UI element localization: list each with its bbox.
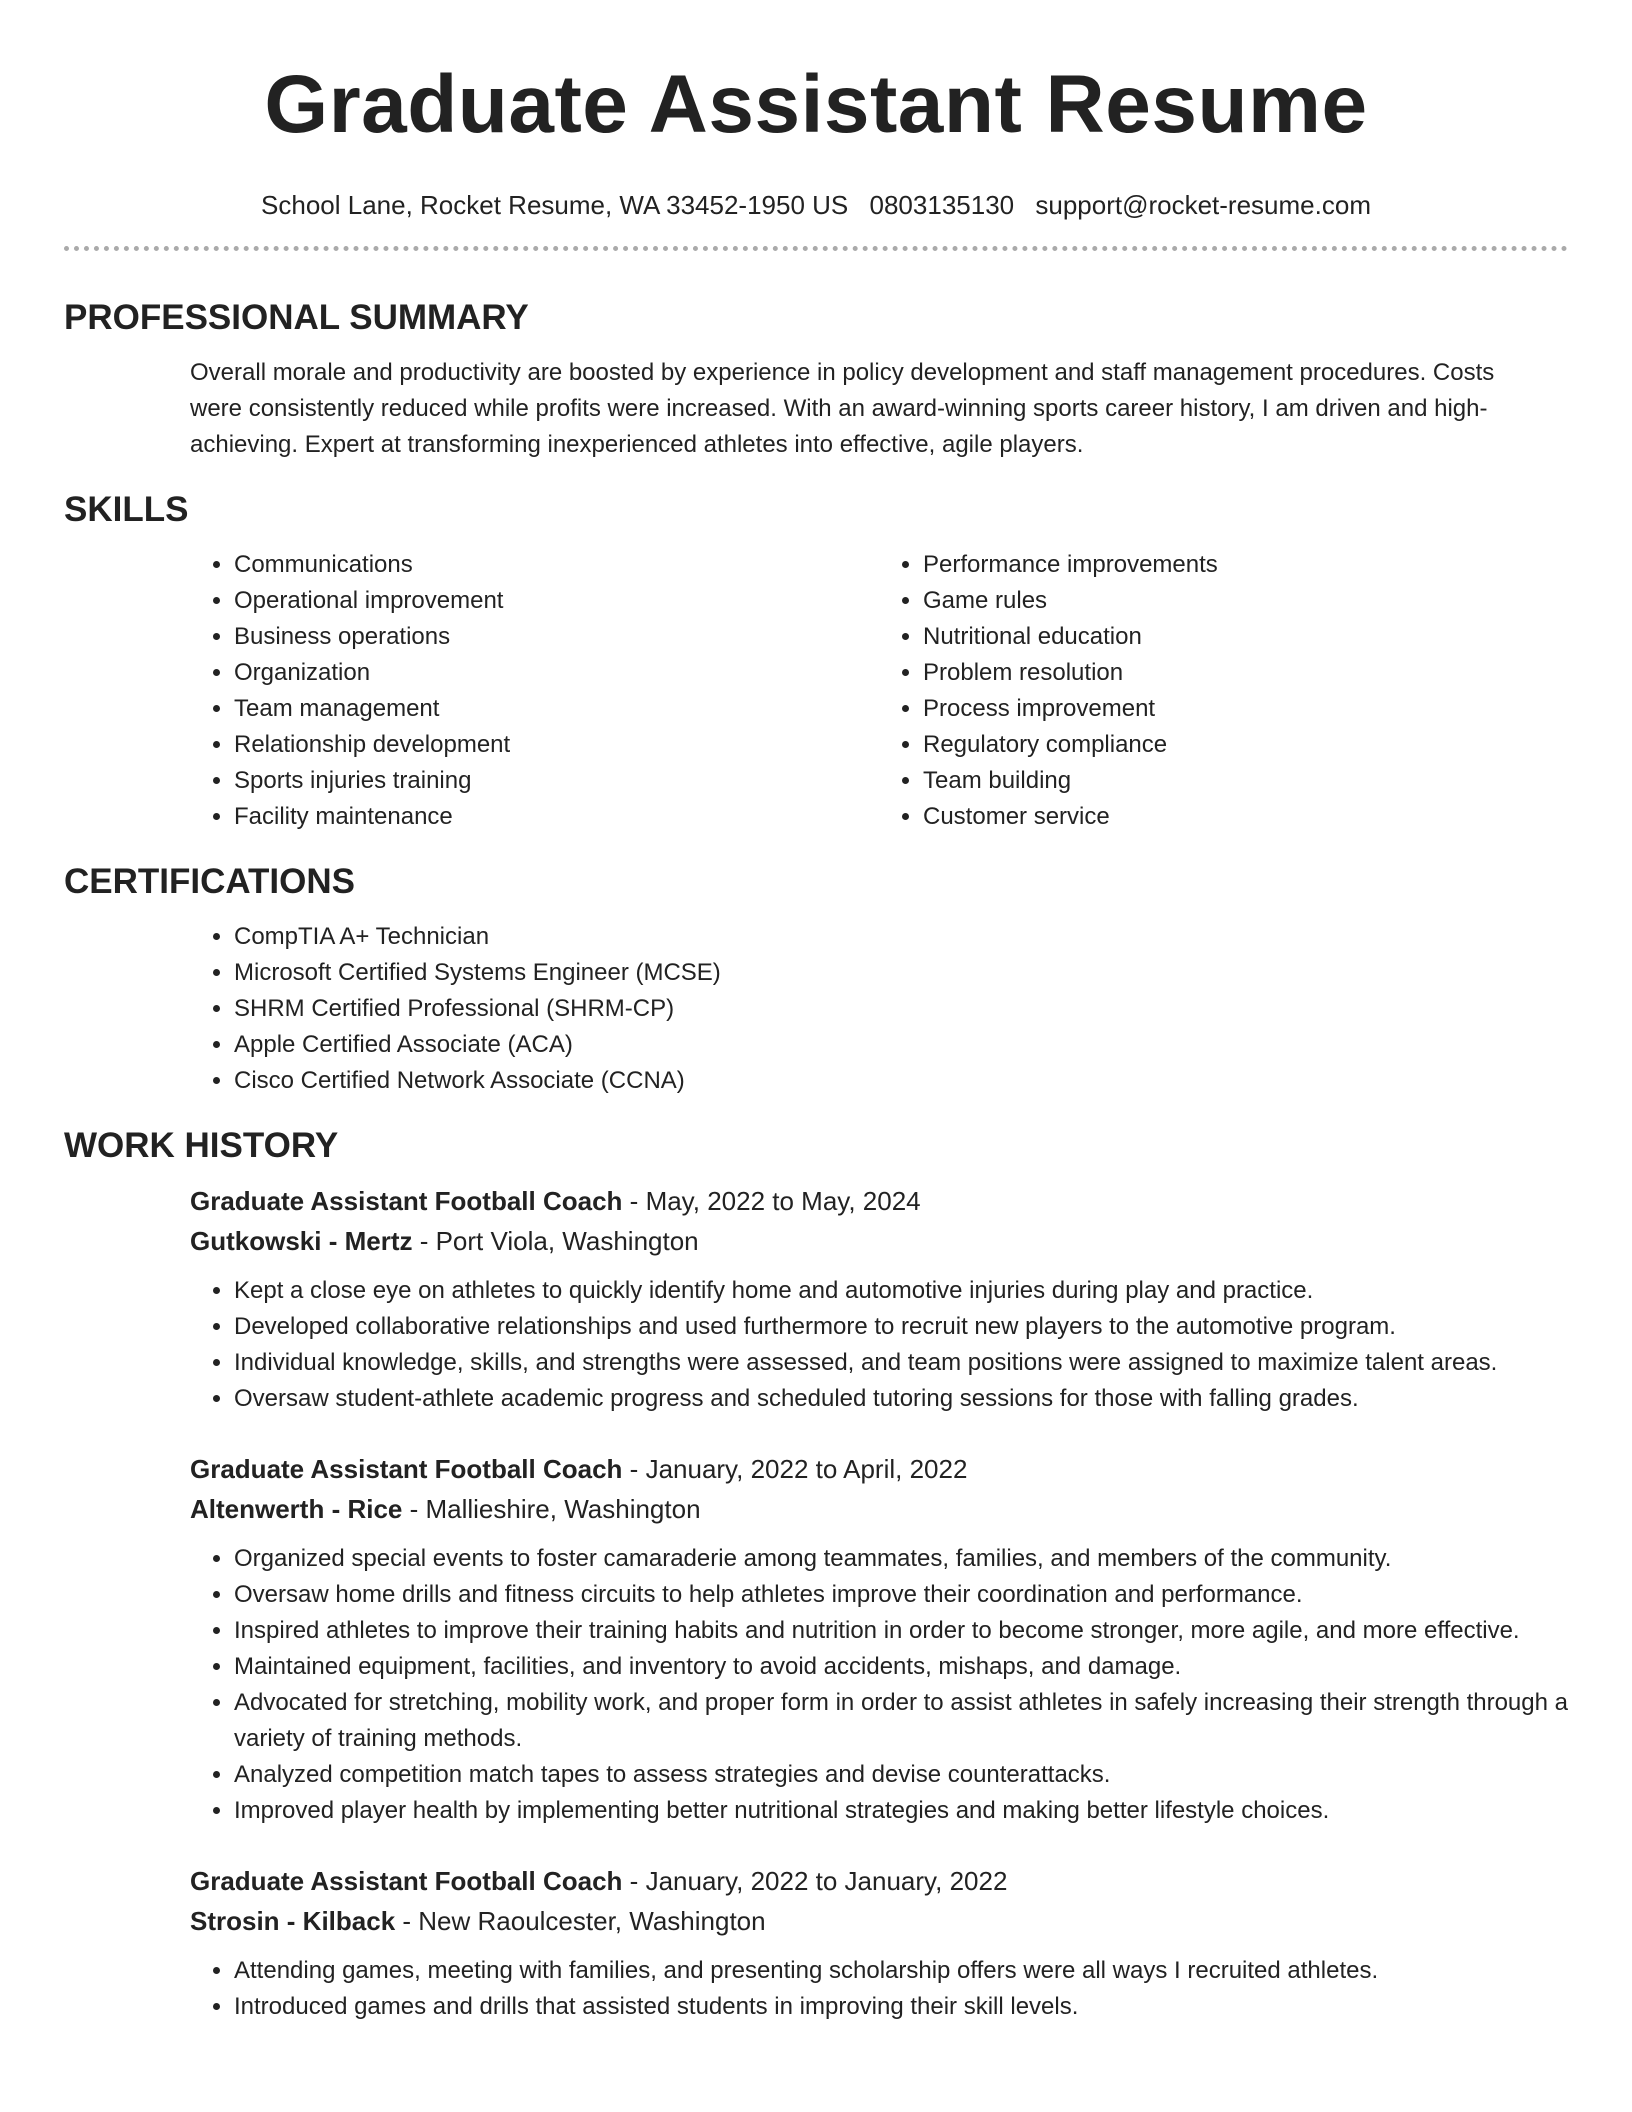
job-role: Graduate Assistant Football Coach [190,1454,623,1485]
list-item: • Oversaw student-athlete academic progress and scheduled tutoring sessions for those with falling grades. [234,1381,1568,1417]
section-title-work-history: WORK HISTORY [64,1126,339,1166]
list-item: • Problem resolution [923,655,1568,691]
job-company: Gutkowski - Mertz [190,1226,413,1257]
list-item: • Oversaw home drills and fitness circuits to help athletes improve their coordination and performance. [234,1577,1568,1613]
list-item: • Cisco Certified Network Associate (CCNA) [234,1063,1568,1099]
list-item: • Organized special events to foster camaraderie among teammates, families, and members of the community. [234,1541,1568,1577]
list-item: • Team building [923,763,1568,799]
job-entry [64,1449,1568,1829]
contact-phone: 0803135130 [869,190,1015,220]
list-item: • Developed collaborative relationships and used furthermore to recruit new players to the automotive program. [234,1309,1568,1345]
summary-block [64,355,1568,463]
list-item: • Individual knowledge, skills, and strengths were assessed, and team positions were assigned to maximize talent areas. [234,1345,1568,1381]
job-role: Graduate Assistant Football Coach [190,1186,623,1217]
header-divider [64,246,1568,251]
job-dates: January, 2022 to January, 2022 [645,1866,1008,1897]
section-title-skills: SKILLS [64,490,189,530]
skills-list-left [190,547,879,835]
job-bullets [190,1953,1568,2025]
job-bullets [190,1273,1568,1417]
contact-line [64,190,1568,221]
job-role-line: Graduate Assistant Football Coach - January, 2022 to January, 2022 [190,1866,1008,1897]
job-role: Graduate Assistant Football Coach [190,1866,623,1897]
job-role-line: Graduate Assistant Football Coach - May, 2022 to May, 2024 [190,1186,921,1217]
certifications-list [190,919,1568,1099]
list-item: • CompTIA A+ Technician [234,919,1568,955]
list-item: • Improved player health by implementing better nutritional strategies and making better lifestyle choices. [234,1793,1568,1829]
list-item: • Sports injuries training [234,763,879,799]
list-item: • Relationship development [234,727,879,763]
list-item: • Advocated for stretching, mobility work, and proper form in order to assist athletes in safely increasing their strength through a variety of training methods. [234,1685,1568,1757]
list-item: • Nutritional education [923,619,1568,655]
list-item: • Process improvement [923,691,1568,727]
job-location: Mallieshire, Washington [425,1494,701,1525]
list-item: • Microsoft Certified Systems Engineer (MCSE) [234,955,1568,991]
list-item: • Kept a close eye on athletes to quickly identify home and automotive injuries during play and practice. [234,1273,1568,1309]
list-item: • Operational improvement [234,583,879,619]
list-item: • Game rules [923,583,1568,619]
list-item: • Attending games, meeting with families, and presenting scholarship offers were all ways I recruited athletes. [234,1953,1568,1989]
list-item: • Customer service [923,799,1568,835]
list-item: • Facility maintenance [234,799,879,835]
section-title-certifications: CERTIFICATIONS [64,862,356,902]
list-item: • Business operations [234,619,879,655]
list-item: • Introduced games and drills that assisted students in improving their skill levels. [234,1989,1568,2025]
skills-columns [64,547,1568,835]
skills-list-right [879,547,1568,835]
job-location: Port Viola, Washington [435,1226,699,1257]
job-dates: January, 2022 to April, 2022 [645,1454,968,1485]
list-item: • Organization [234,655,879,691]
list-item: • SHRM Certified Professional (SHRM-CP) [234,991,1568,1027]
section-title-summary: PROFESSIONAL SUMMARY [64,298,529,338]
summary-text: Overall morale and productivity are boosted by experience in policy development and staff management procedures. Costs were consistently reduced while profits were increased. With an award-winning sports career history, I am driven and high-achieving. Expert at transforming inexperienced athletes into effective, agile players. [190,359,1495,459]
job-company-line: Altenwerth - Rice - Mallieshire, Washington [190,1494,701,1525]
contact-address: School Lane, Rocket Resume, WA 33452-1950 US [261,190,849,220]
job-company: Altenwerth - Rice [190,1494,403,1525]
list-item: • Performance improvements [923,547,1568,583]
list-item: • Apple Certified Associate (ACA) [234,1027,1568,1063]
job-company-line: Strosin - Kilback - New Raoulcester, Washington [190,1906,766,1937]
certifications-block [64,919,1568,1099]
list-item: • Team management [234,691,879,727]
job-dates: May, 2022 to May, 2024 [645,1186,921,1217]
list-item: • Maintained equipment, facilities, and inventory to avoid accidents, mishaps, and damage. [234,1649,1568,1685]
job-location: New Raoulcester, Washington [418,1906,766,1937]
contact-email: support@rocket-resume.com [1035,190,1371,220]
job-role-line: Graduate Assistant Football Coach - January, 2022 to April, 2022 [190,1454,968,1485]
job-company: Strosin - Kilback [190,1906,396,1937]
list-item: • Inspired athletes to improve their training habits and nutrition in order to become stronger, more agile, and more effective. [234,1613,1568,1649]
job-entry [64,1181,1568,1417]
list-item: • Communications [234,547,879,583]
resume-title: Graduate Assistant Resume [264,59,1368,150]
job-bullets [190,1541,1568,1829]
list-item: • Regulatory compliance [923,727,1568,763]
job-company-line: Gutkowski - Mertz - Port Viola, Washington [190,1226,699,1257]
list-item: • Analyzed competition match tapes to assess strategies and devise counterattacks. [234,1757,1568,1793]
job-entry [64,1861,1568,2025]
